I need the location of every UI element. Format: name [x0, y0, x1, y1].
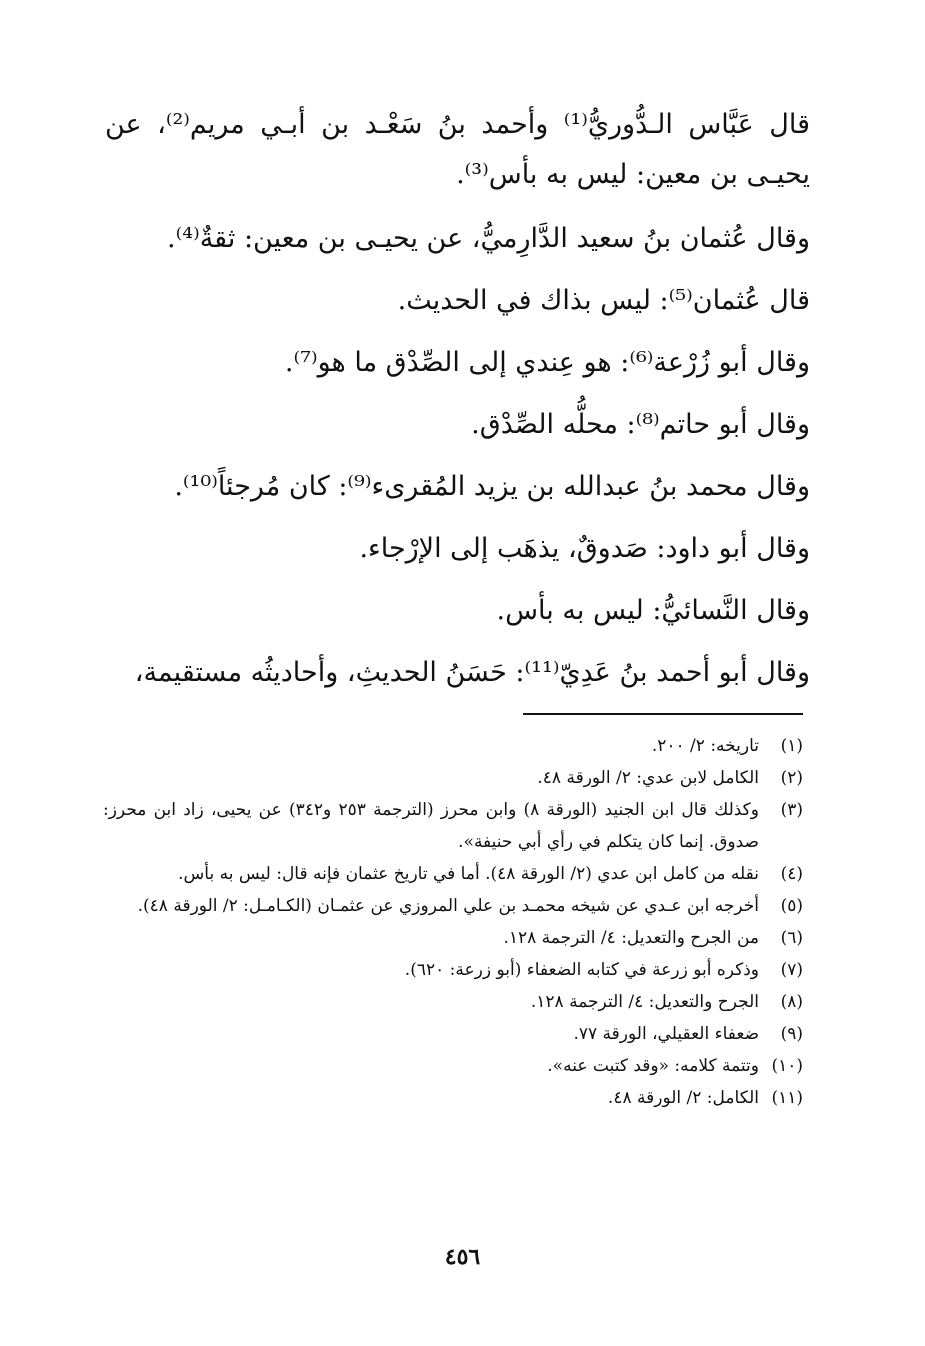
footnote-text: الكامل لابن عدي: ٢/ الورقة ٤٨. — [537, 768, 759, 788]
footnote-number: (٩) — [780, 1024, 803, 1044]
footnote-text: وتتمة كلامه: «وقد كتبت عنه». — [547, 1056, 759, 1076]
footnote-text: الجرح والتعديل: ٤/ الترجمة ١٢٨. — [530, 992, 759, 1012]
footnote-number: (٣) — [780, 800, 803, 820]
paragraph: قال عَبَّاس الـدُّوريُّ⁽¹⁾ وأحمد بنُ سَعْـد بن أبـي مريم⁽²⁾، عن يحيـى بن معين: ليس به بأس⁽³⁾. — [105, 109, 810, 190]
paragraph: وقال أبو أحمد بنُ عَدِيّ⁽¹¹⁾: حَسَنُ الحديثِ، وأحاديثُه مستقيمة، — [134, 657, 810, 688]
main-text — [105, 100, 810, 704]
footnote-number: (٤) — [780, 864, 803, 884]
footnote-number: (٧) — [780, 960, 803, 980]
paragraph: وقال أبو داود: صَدوقٌ، يذهَب إلى الإرْجاء. — [359, 533, 810, 564]
footnote-text: وذكره أبو زرعة في كتابه الضعفاء (أبو زرعة: ٦٢٠). — [404, 960, 759, 980]
footnote — [103, 922, 803, 954]
footnote-text: وكذلك قال ابن الجنيد (الورقة ٨) وابن محرز (الترجمة ٢٥٣ و٣٤٢) عن يحيى، زاد ابن محرز: صدوق. إنما كان يتكلم في رأي أبي حنيفة». — [103, 800, 759, 852]
paragraph: قال عُثمان⁽⁵⁾: ليس بذاك في الحديث. — [397, 285, 810, 316]
footnote-number: (١١) — [771, 1088, 803, 1108]
footnote-number: (١٠) — [771, 1056, 803, 1076]
paragraph: وقال عُثمان بنُ سعيد الدَّارِميُّ، عن يحيـى بن معين: ثقةٌ⁽⁴⁾. — [167, 223, 810, 254]
footnote — [103, 730, 803, 762]
footnotes — [103, 730, 803, 1114]
footnote-text: نقله من كامل ابن عدي (٢/ الورقة ٤٨). أما في تاريخ عثمان فإنه قال: ليس به بأس. — [178, 864, 759, 884]
footnote-text: أخرجه ابن عـدي عن شيخه محمـد بن علي المروزي عن عثمـان (الكـامـل: ٢/ الورقة ٤٨). — [137, 896, 759, 916]
footnote-text: الكامل: ٢/ الورقة ٤٨. — [607, 1088, 759, 1108]
footnote — [103, 858, 803, 890]
footnote — [103, 1018, 803, 1050]
paragraph: وقال أبو حاتم⁽⁸⁾: محلُّه الصِّدْق. — [471, 409, 810, 440]
page-number: ٤٥٦ — [444, 1244, 481, 1270]
footnote-number: (٨) — [780, 992, 803, 1012]
footnote-text: ضعفاء العقيلي، الورقة ٧٧. — [573, 1024, 759, 1044]
footnote-number: (٦) — [780, 928, 803, 948]
paragraph: وقال محمد بنُ عبدالله بن يزيد المُقرىء⁽⁹⁾: كان مُرجئاً⁽¹⁰⁾. — [174, 471, 810, 502]
footnote — [103, 986, 803, 1018]
footnote-text: من الجرح والتعديل: ٤/ الترجمة ١٢٨. — [503, 928, 759, 948]
footnote-number: (٥) — [780, 896, 803, 916]
paragraph: وقال أبو زُرْعة⁽⁶⁾: هو عِندي إلى الصِّدْق ما هو⁽⁷⁾. — [284, 347, 810, 378]
footnote — [103, 954, 803, 986]
footnote — [103, 1050, 803, 1082]
footnote — [103, 794, 803, 858]
footnote — [103, 1082, 803, 1114]
paragraph: وقال النَّسائيُّ: ليس به بأس. — [496, 595, 810, 626]
footnote-separator — [523, 713, 803, 715]
footnote — [103, 890, 803, 922]
footnote-text: تاريخه: ٢/ ٢٠٠. — [651, 736, 759, 756]
footnote-number: (١) — [780, 736, 803, 756]
footnote — [103, 762, 803, 794]
footnote-number: (٢) — [780, 768, 803, 788]
